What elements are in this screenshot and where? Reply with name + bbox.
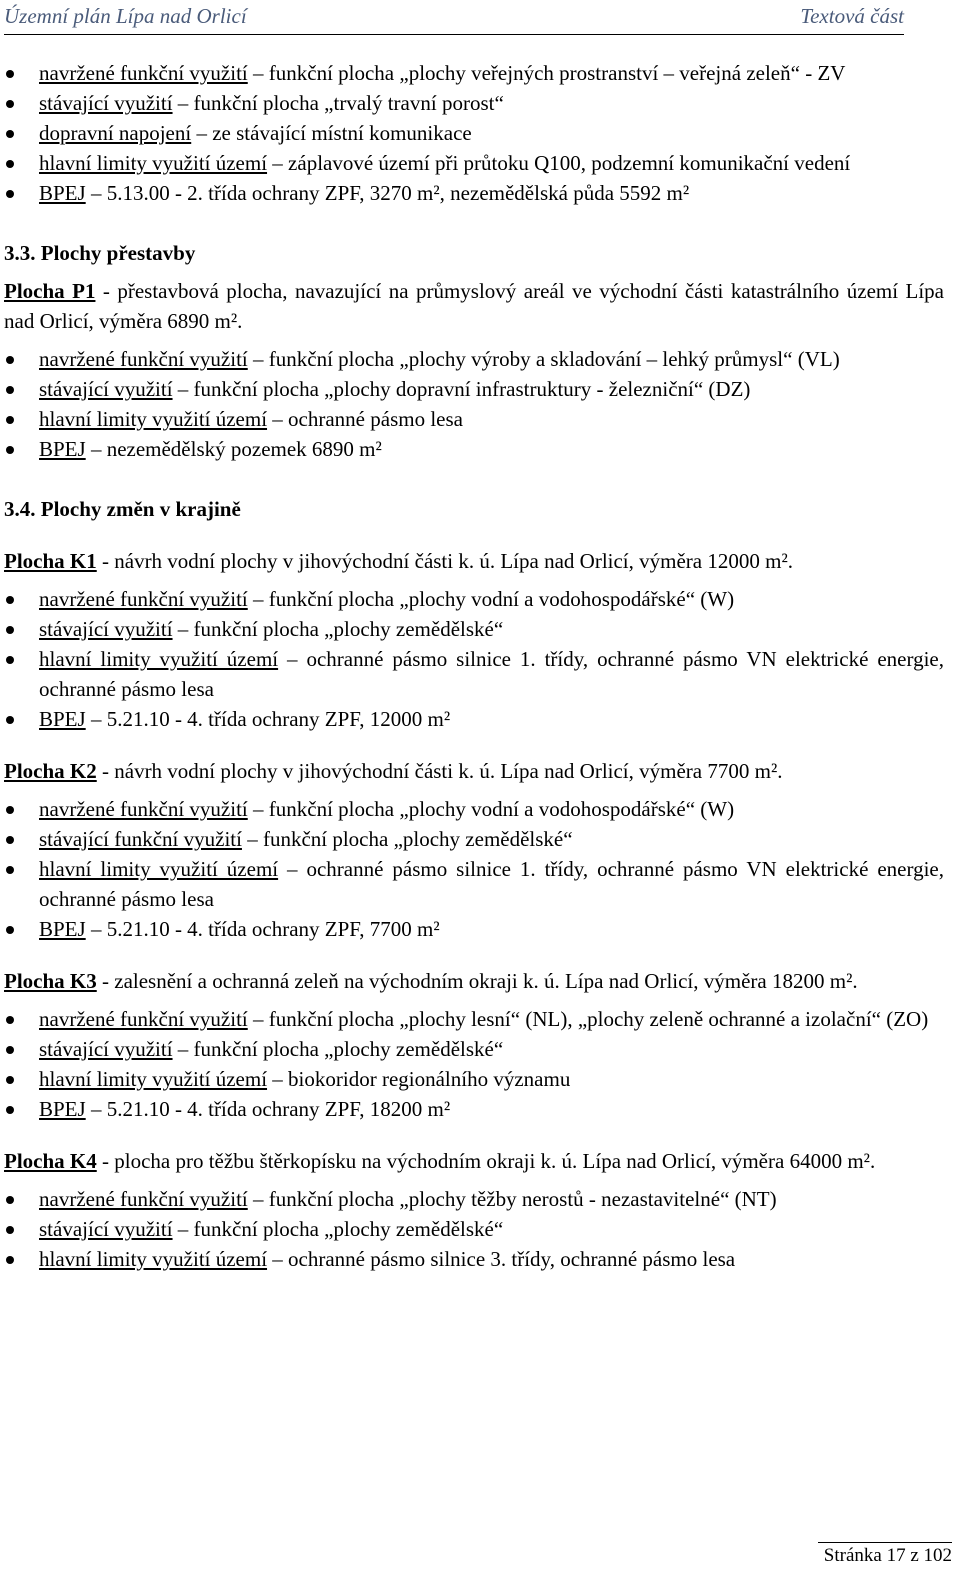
item-text: – ochranné pásmo silnice 3. třídy, ochranné pásmo lesa (267, 1247, 736, 1271)
list-item (4, 584, 944, 614)
list-item (4, 914, 944, 944)
plocha-k4-paragraph (4, 1146, 944, 1176)
item-text: – ze stávající místní komunikace (191, 121, 472, 145)
item-text: – funkční plocha „plochy zemědělské“ (172, 617, 504, 641)
item-label: navržené funkční využití (39, 1007, 248, 1031)
list-item (4, 434, 944, 464)
item-text: – 5.21.10 - 4. třída ochrany ZPF, 18200 m² (85, 1097, 451, 1121)
item-text: – funkční plocha „plochy těžby nerostů - nezastavitelné“ (NT) (247, 1187, 777, 1211)
plocha-label: Plocha K1 (4, 549, 97, 573)
item-label: stávající využití (39, 1037, 173, 1061)
list-item (4, 1184, 944, 1214)
header-document-title: Územní plán Lípa nad Orlicí (4, 4, 247, 28)
plocha-k3-list (4, 1004, 944, 1124)
plocha-label: Plocha K4 (4, 1149, 97, 1173)
list-item (4, 374, 944, 404)
item-text: – biokoridor regionálního významu (267, 1067, 571, 1091)
item-text: – ochranné pásmo silnice 1. třídy, ochranné pásmo VN elektrické energie, ochranné pásmo lesa (39, 647, 944, 701)
item-text: – funkční plocha „plochy vodní a vodohospodářské“ (W) (247, 587, 735, 611)
item-label: stávající využití (39, 1217, 173, 1241)
item-label: BPEJ (39, 437, 86, 461)
document-body (4, 58, 944, 1274)
item-text: – ochranné pásmo lesa (267, 407, 463, 431)
item-label: hlavní limity využití území (39, 1247, 268, 1271)
plocha-description: - přestavbová plocha, navazující na průmyslový areál ve východní části katastrálního území Lípa nad Orlicí, výměra 6890 m². (4, 279, 944, 333)
list-item (4, 178, 944, 208)
item-label: BPEJ (39, 181, 86, 205)
item-text: – funkční plocha „plochy lesní“ (NL), „plochy zeleně ochranné a izolační“ (ZO) (247, 1007, 929, 1031)
list-item (4, 1214, 944, 1244)
list-item (4, 1094, 944, 1124)
item-label: navržené funkční využití (39, 1187, 248, 1211)
item-text: – funkční plocha „plochy výroby a skladování – lehký průmysl“ (VL) (247, 347, 840, 371)
plocha-description: - plocha pro těžbu štěrkopísku na východním okraji k. ú. Lípa nad Orlicí, výměra 64000 m². (96, 1149, 876, 1173)
item-text: – funkční plocha „plochy zemědělské“ (172, 1037, 504, 1061)
item-label: stávající využití (39, 377, 173, 401)
plocha-k1-list (4, 584, 944, 734)
page-total: 102 (923, 1545, 952, 1566)
list-item (4, 794, 944, 824)
item-label: BPEJ (39, 917, 86, 941)
item-text: – 5.21.10 - 4. třída ochrany ZPF, 7700 m² (85, 917, 440, 941)
page-header (4, 4, 904, 35)
item-text: – nezemědělský pozemek 6890 m² (85, 437, 382, 461)
item-text: – funkční plocha „plochy dopravní infrastruktury - železniční“ (DZ) (172, 377, 751, 401)
list-item (4, 88, 944, 118)
list-item (4, 824, 944, 854)
plocha-k1-paragraph (4, 546, 944, 576)
list-item (4, 344, 944, 374)
plocha-k2-list (4, 794, 944, 944)
item-text: – funkční plocha „trvalý travní porost“ (172, 91, 504, 115)
list-item (4, 644, 944, 704)
item-label: navržené funkční využití (39, 347, 248, 371)
list-item (4, 58, 944, 88)
item-label: hlavní limity využití území (39, 857, 279, 881)
plocha-k2-paragraph (4, 756, 944, 786)
plocha-description: - zalesnění a ochranná zeleň na východním okraji k. ú. Lípa nad Orlicí, výměra 18200 m². (96, 969, 858, 993)
section-heading-3-4: 3.4. Plochy změn v krajině (4, 497, 241, 521)
section-heading-3-3: 3.3. Plochy přestavby (4, 241, 196, 265)
list-item (4, 148, 944, 178)
item-label: navržené funkční využití (39, 587, 248, 611)
plocha-label: Plocha K2 (4, 759, 97, 783)
item-label: hlavní limity využití území (39, 1067, 268, 1091)
plocha-label: Plocha K3 (4, 969, 97, 993)
page-number-prefix: Stránka (823, 1545, 887, 1566)
item-label: stávající funkční využití (39, 827, 242, 851)
item-text: – funkční plocha „plochy zemědělské“ (241, 827, 573, 851)
plocha-label: Plocha P1 (4, 279, 96, 303)
plocha-k3-paragraph (4, 966, 944, 996)
plocha-p1-paragraph (4, 276, 944, 336)
list-item (4, 404, 944, 434)
page-number-separator: z (905, 1545, 924, 1566)
page-number: 17 (886, 1545, 906, 1566)
item-text: – 5.21.10 - 4. třída ochrany ZPF, 12000 m² (85, 707, 451, 731)
item-label: hlavní limity využití území (39, 151, 268, 175)
plocha-p1-list (4, 344, 944, 464)
list-item (4, 854, 944, 914)
list-item (4, 1244, 944, 1274)
item-text: – záplavové území při průtoku Q100, podzemní komunikační vedení (267, 151, 851, 175)
item-label: dopravní napojení (39, 121, 192, 145)
item-text: – 5.13.00 - 2. třída ochrany ZPF, 3270 m², nezemědělská půda 5592 m² (85, 181, 690, 205)
item-text: – funkční plocha „plochy zemědělské“ (172, 1217, 504, 1241)
list-item (4, 704, 944, 734)
list-item (4, 614, 944, 644)
item-text: – ochranné pásmo silnice 1. třídy, ochranné pásmo VN elektrické energie, ochranné pásmo lesa (39, 857, 944, 911)
list-item (4, 1034, 944, 1064)
top-bullet-list (4, 58, 944, 208)
item-label: BPEJ (39, 707, 86, 731)
page-footer (818, 1542, 952, 1567)
item-label: navržené funkční využití (39, 61, 248, 85)
item-text: – funkční plocha „plochy veřejných prostranství – veřejná zeleň“ - ZV (247, 61, 846, 85)
list-item (4, 118, 944, 148)
item-label: BPEJ (39, 1097, 86, 1121)
list-item (4, 1004, 944, 1034)
item-label: hlavní limity využití území (39, 407, 268, 431)
item-label: stávající využití (39, 617, 173, 641)
header-section-name: Textová část (800, 4, 904, 28)
item-label: stávající využití (39, 91, 173, 115)
item-label: navržené funkční využití (39, 797, 248, 821)
item-text: – funkční plocha „plochy vodní a vodohospodářské“ (W) (247, 797, 735, 821)
plocha-description: - návrh vodní plochy v jihovýchodní části k. ú. Lípa nad Orlicí, výměra 12000 m². (96, 549, 793, 573)
list-item (4, 1064, 944, 1094)
item-label: hlavní limity využití území (39, 647, 279, 671)
plocha-description: - návrh vodní plochy v jihovýchodní části k. ú. Lípa nad Orlicí, výměra 7700 m². (96, 759, 783, 783)
plocha-k4-list (4, 1184, 944, 1274)
